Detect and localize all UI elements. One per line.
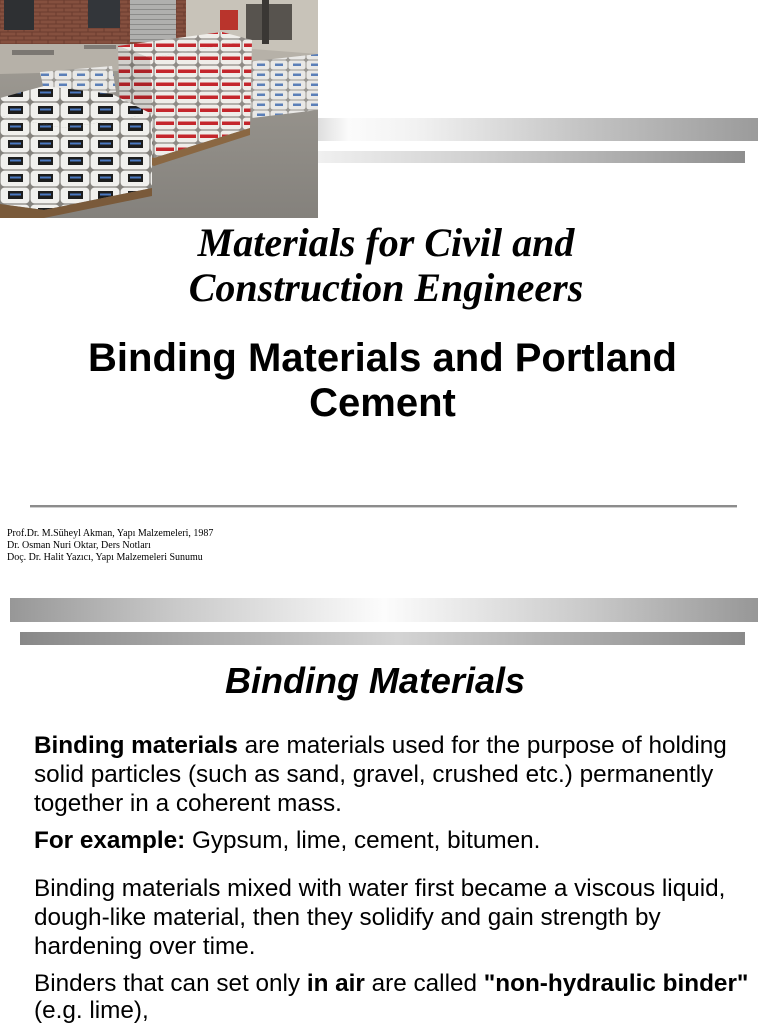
course-title-line: Materials for Civil and bbox=[197, 220, 575, 265]
header-bar-thin bbox=[318, 151, 745, 163]
process-paragraph bbox=[34, 874, 725, 961]
example-label: For example: bbox=[34, 827, 186, 854]
definition-paragraph bbox=[34, 731, 727, 818]
reference-item: Prof.Dr. M.Süheyl Akman, Yapı Malzemeleri, 1987 bbox=[7, 528, 214, 539]
course-title bbox=[4, 220, 768, 310]
paragraph-line: Binding materials mixed with water first became a viscous liquid, bbox=[34, 875, 726, 902]
term-in-air: in air bbox=[306, 970, 365, 997]
reference-item: Doç. Dr. Halit Yazıcı, Yapı Malzemeleri Sunumu bbox=[7, 552, 203, 563]
paragraph-text: Binders that can set only bbox=[34, 970, 307, 997]
paragraph-line bbox=[34, 731, 727, 760]
paragraph-text: are called bbox=[364, 970, 484, 997]
course-title-line: Construction Engineers bbox=[188, 265, 584, 310]
term-non-hydraulic-binder: "non-hydraulic binder" bbox=[483, 970, 749, 997]
building-window bbox=[4, 0, 34, 30]
paragraph-line bbox=[34, 970, 748, 997]
header-bar bbox=[10, 598, 758, 622]
forklift-mast bbox=[262, 0, 269, 44]
paragraph-text: are materials used for the purpose of holding bbox=[237, 732, 727, 759]
paragraph-line: hardening over time. bbox=[34, 933, 256, 960]
references bbox=[7, 528, 213, 564]
red-equipment bbox=[220, 10, 238, 30]
back-right-bag-stack bbox=[246, 54, 318, 118]
paragraph-line: (e.g. lime), bbox=[34, 997, 149, 1024]
reference-item: Dr. Osman Nuri Oktar, Ders Notları bbox=[7, 540, 151, 551]
paragraph-line: dough-like material, then they solidify and gain strength by bbox=[34, 904, 661, 931]
bench bbox=[12, 50, 54, 55]
paragraph-line bbox=[34, 826, 540, 855]
content-slide bbox=[0, 590, 768, 1024]
cover-photo bbox=[0, 0, 318, 218]
non-hydraulic-paragraph bbox=[34, 970, 748, 1024]
garage-door bbox=[130, 0, 176, 42]
header-bar-thin bbox=[20, 632, 745, 645]
lecture-title-line: Cement bbox=[309, 381, 456, 425]
lecture-title-line: Binding Materials and Portland bbox=[88, 336, 677, 380]
example-paragraph bbox=[34, 826, 540, 855]
lecture-title bbox=[0, 336, 765, 426]
example-text: Gypsum, lime, cement, bitumen. bbox=[185, 827, 541, 854]
cement-bags-on-pallets-image bbox=[0, 0, 318, 218]
bench bbox=[84, 45, 116, 49]
divider-line bbox=[30, 505, 737, 508]
term-binding-materials: Binding materials bbox=[34, 732, 238, 759]
paragraph-line: solid particles (such as sand, gravel, crushed etc.) permanently bbox=[34, 761, 714, 788]
paragraph-line: together in a coherent mass. bbox=[34, 790, 342, 817]
slide-heading: Binding Materials bbox=[224, 660, 526, 701]
building-window bbox=[88, 0, 120, 28]
header-bar bbox=[318, 118, 758, 141]
